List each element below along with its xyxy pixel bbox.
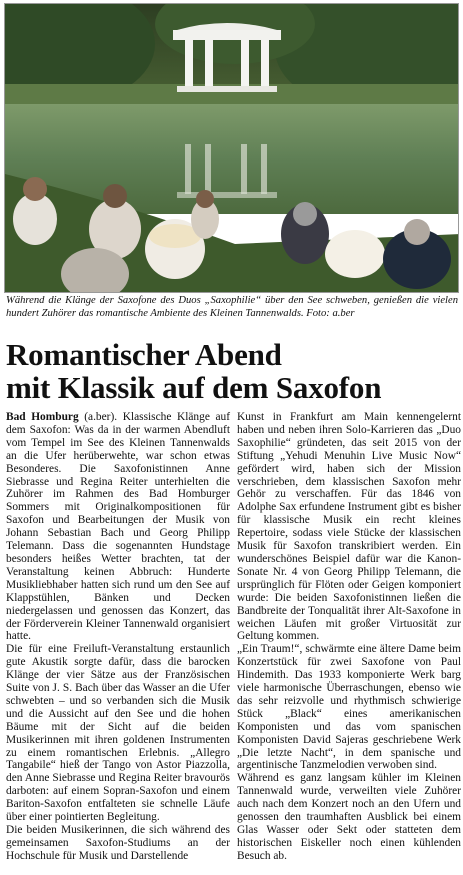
headline xyxy=(6,338,458,404)
paragraph-text: Klassische Klänge auf dem Saxofon: Was da in der warmen Abendluft vom Tempel im See des Kleinen Tannenwalds an die Ufer herüberwehte, war schon etwas Besonderes. Die Saxofonistinnen Anne Siebrasse und Regina Reiter unterhielten die Zuhörer im Rahmen des Bad Homburger Sommers mit Originalkompositionen für Saxofon und Bearbeitungen der Musik von Johann Sebastian Bach und Georg Philipp Telemann. Dass die sogenannten Hundstage besonders heißes Wetter brachten, tat der Veranstaltung keinen Abbruch: Hunderte Musikliebhaber hatten sich rund um den See auf Klappstühlen, Bänken und Decken niedergelassen und genossen das Konzert, das der Förderverein Kleiner Tannenwald organisiert hatte. xyxy=(6,411,230,643)
article-paragraph xyxy=(6,411,230,643)
photo-credit: Foto: a.ber xyxy=(306,308,355,320)
article-paragraph: „Ein Traum!“, schwärmte eine ältere Dame beim Konzertstück für zwei Saxofone von Paul Hindemith. Das 1933 komponierte Werk barg viele harmonische Überraschungen, ebenso wie das sehr reizvolle und rhythmisch schwierige Stück „Black“ eines amerikanischen Komponisten und das vom spanischen Komponisten David Sajeras geschriebene Werk „Die letzte Nacht“, in dem spanische und argentinische Tanzmelodien verwoben sind. xyxy=(237,643,461,772)
dateline: Bad Homburg xyxy=(6,411,79,423)
headline-line-2: mit Klassik auf dem Saxofon xyxy=(6,370,382,405)
caption-text: Während die Klänge der Saxofone des Duos „Saxophilie“ über den See schweben, genießen die vielen hundert Zuhörer das romantische Ambiente des Kleinen Tannenwalds. xyxy=(6,295,458,320)
article-paragraph: Die beiden Musikerinnen, die sich während des gemeinsamen Saxofon-Studiums an der Hochschule für Musik und Darstellende xyxy=(6,824,230,862)
photo-caption xyxy=(6,294,458,321)
photo-outdoor-concert-icon xyxy=(5,4,459,293)
article-paragraph: Während es ganz langsam kühler im Kleinen Tannenwald wurde, verweilten viele Zuhörer auch nach dem Konzert noch an den Ufern und genossen den traumhaften Ausblick bei einem Glas Wasser oder Sekt oder statteten dem historischen Eiskeller noch einen kühlenden Besuch ab. xyxy=(237,772,461,862)
concert-photo xyxy=(4,3,459,293)
headline-line-1: Romantischer Abend xyxy=(6,337,282,372)
article-column-1 xyxy=(6,411,230,863)
byline: (a.ber). xyxy=(84,411,118,423)
article-paragraph: Kunst in Frankfurt am Main kennengelernt haben und neben ihren Solo-Karrieren das „Duo Saxophilie“ gründeten, das seit 2015 von der Stiftung „Yehudi Menuhin Live Music Now“ gefördert wird, haben sich der Mission verschrieben, dem klassischen Saxofon mehr Gehör zu verschaffen. Für das 1846 von Adolphe Sax erfundene Instrument gibt es bisher für klassische Musik ein recht kleines Repertoire, sodass viele Stücke der klassischen Musik für Saxofon transkribiert werden. Ein wunderschönes Beispiel dafür war die Kanon-Sonate Nr. 4 von Georg Philipp Telemann, die ursprünglich für Flöten oder Geigen komponiert wurde: Die beiden Saxofonistinnen ließen die Bandbreite der Tonqualität ihrer Alt-Saxofone in weichen Läufen mit großer Virtuosität zur Geltung kommen. xyxy=(237,411,461,643)
article-paragraph: Die für eine Freiluft-Veranstaltung erstaunlich gute Akustik sorgte dafür, dass die barocken Klänge der vier Sätze aus der Französischen Suite von J. S. Bach über das Wasser an die Ufer schwebten – und so verbanden sich die Musik und die Aussicht auf den See und die hohen Bäume mit der Sicht auf die beiden Musikerinnen mit ihren goldenen Instrumenten zu einem romantischen Erlebnis. „Allegro Tangabile“ hieß der Tango von Astor Piazzolla, den Anne Siebrasse und Regina Reiter bravourös darboten: auf einem Sopran-Saxofon und einem Bariton-Saxofon entfalteten sie schnelle Läufe über einer pointierten Begleitung. xyxy=(6,643,230,824)
article-column-2 xyxy=(237,411,461,863)
